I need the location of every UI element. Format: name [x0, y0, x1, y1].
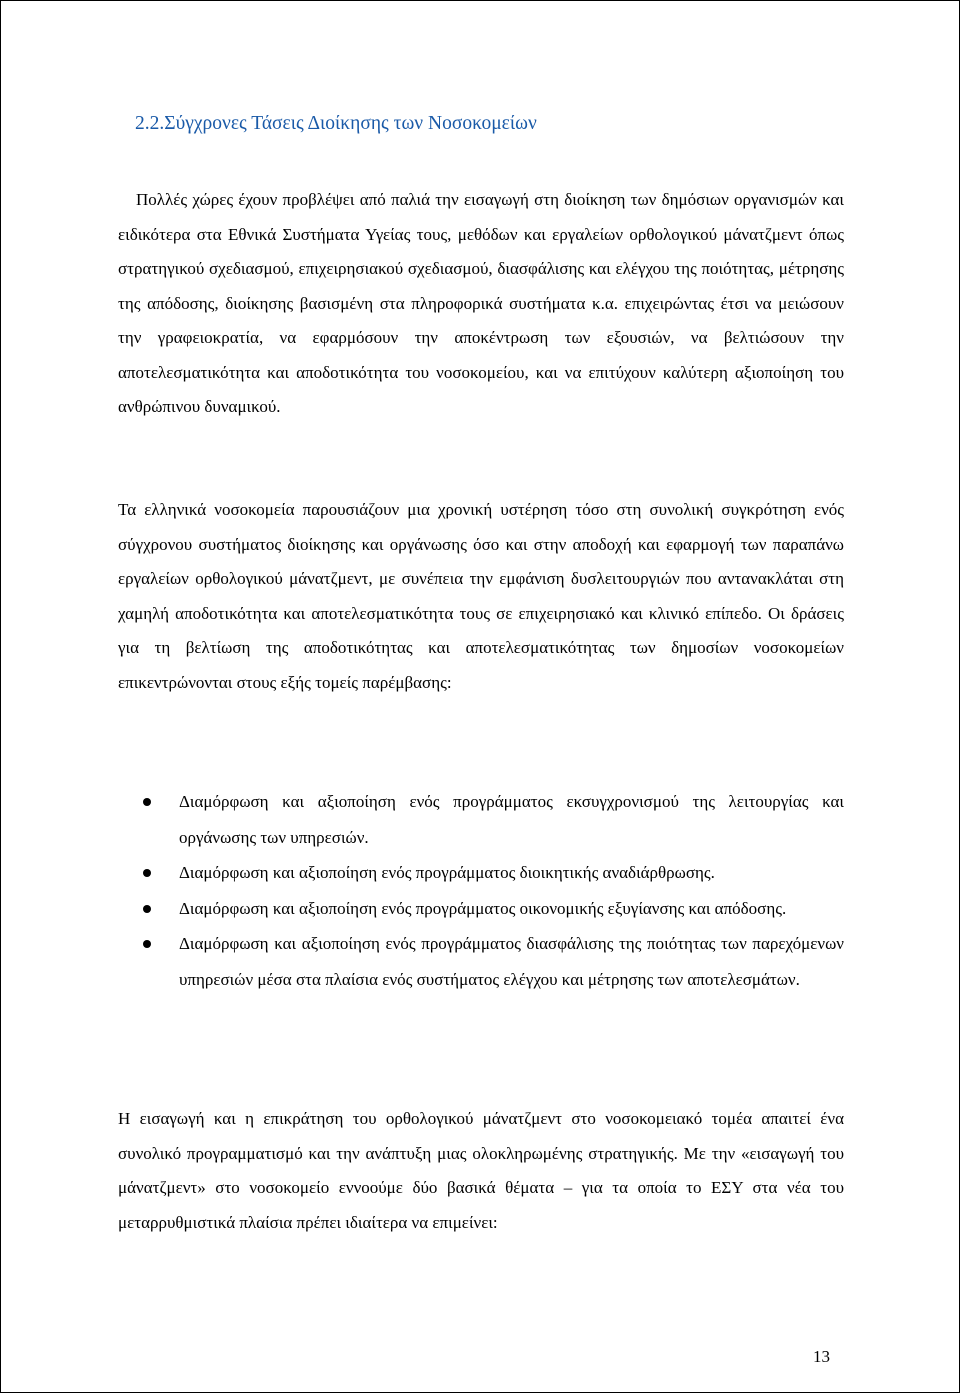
- paragraph-1: Πολλές χώρες έχουν προβλέψει από παλιά την εισαγωγή στη διοίκηση των δημόσιων οργανισμών και ειδικότερα στα Εθνικά Συστήματα Υγείας τους, μεθόδων και εργαλείων ορθολογικού μάνατζμεντ όπως στρατηγικού σχεδιασμού, επιχειρησιακού σχεδιασμού, διασφάλισης και ελέγχου της ποιότητας, μέτρησης της απόδοσης, διοίκησης βασισμένη στα πληροφορικά συστήματα κ.α. επιχειρώντας έτσι να μειώσουν την γραφειοκρατία, να εφαρμόσουν την αποκέντρωση των εξουσιών, να βελτιώσουν την αποτελεσματικότητα και αποδοτικότητα του νοσοκομείου, και να επιτύχουν καλύτερη αξιοποίηση του ανθρώπινου δυναμικού.: [118, 190, 844, 416]
- bullet-icon: [143, 869, 151, 877]
- list-item-text: Διαμόρφωση και αξιοποίηση ενός προγράμματος οικονομικής εξυγίανσης και απόδοσης.: [179, 898, 787, 918]
- list-item-text: Διαμόρφωση και αξιοποίηση ενός προγράμματος εκσυγχρονισμού της λειτουργίας και οργάνωσης των υπηρεσιών.: [179, 792, 844, 847]
- paragraph-3: Η εισαγωγή και η επικράτηση του ορθολογικού μάνατζμεντ στο νοσοκομειακό τομέα απαιτεί ένα συνολικό προγραμματισμό και την ανάπτυξη μιας ολοκληρωμένης στρατηγικής. Με την «εισαγωγή του μάνατζμεντ» στο νοσοκομείο εννοούμε δύο βασικά θέματα – για τα οποία το ΕΣΥ στα νέα του μεταρρυθμιστικά πλαίσια πρέπει ιδιαίτερα να επιμείνει:: [118, 1109, 844, 1232]
- list-item: [179, 926, 844, 997]
- bullet-icon: [143, 798, 151, 806]
- list-item-text: Διαμόρφωση και αξιοποίηση ενός προγράμματος διασφάλισης της ποιότητας των παρεχόμενων υπηρεσιών μέσα στα πλαίσια ενός συστήματος ελέγχου και μέτρησης των αποτελεσμάτων.: [179, 934, 844, 989]
- intervention-list: [179, 784, 844, 997]
- paragraph-2: Τα ελληνικά νοσοκομεία παρουσιάζουν μια χρονική υστέρηση τόσο στη συνολική συγκρότηση ενός σύγχρονου συστήματος διοίκησης και οργάνωσης όσο και στην αποδοχή και εφαρμογή των παραπάνω εργαλείων ορθολογικού μάνατζμεντ, με συνέπεια την εμφάνιση δυσλειτουργιών που αντανακλάται στη χαμηλή αποδοτικότητα και αποτελεσματικότητα τους σε επιχειρησιακό και κλινικό επίπεδο. Οι δράσεις για τη βελτίωση της αποδοτικότητας και αποτελεσματικότητας των δημοσίων νοσοκομείων επικεντρώνονται στους εξής τομείς παρέμβασης:: [118, 500, 844, 692]
- list-item-text: Διαμόρφωση και αξιοποίηση ενός προγράμματος διοικητικής αναδιάρθρωσης.: [179, 863, 715, 882]
- list-item: [179, 784, 844, 855]
- section-heading: 2.2.Σύγχρονες Τάσεις Διοίκησης των Νοσοκομείων: [135, 113, 537, 134]
- bullet-icon: [143, 905, 151, 913]
- list-item: [179, 891, 844, 927]
- bullet-icon: [143, 940, 151, 948]
- list-item: [179, 855, 844, 891]
- page-number: 13: [813, 1347, 830, 1366]
